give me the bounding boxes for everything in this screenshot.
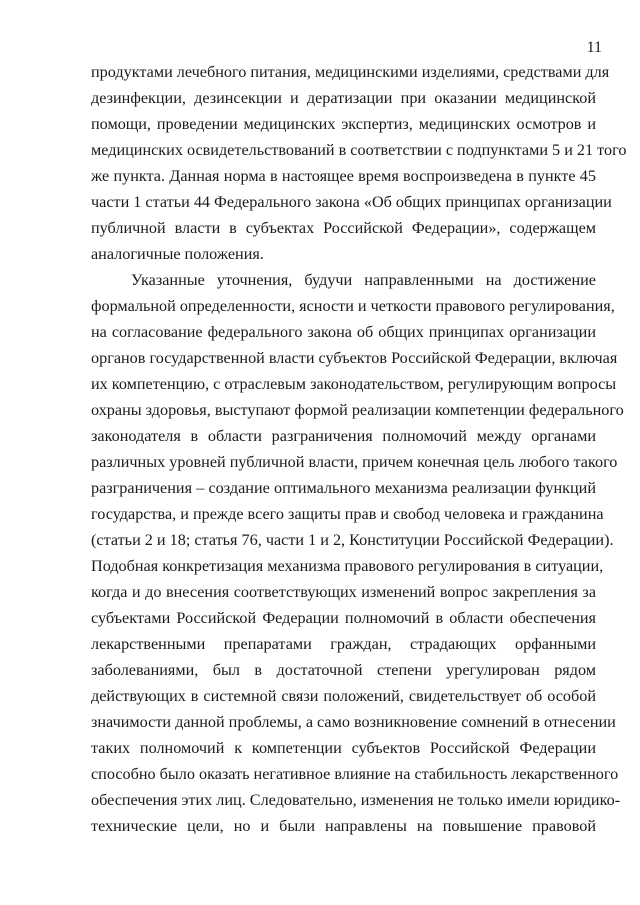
text-line: аналогичные положения. (91, 245, 264, 263)
text-line: помощи, проведении медицинских экспертиз, медицинских осмотров и (91, 115, 596, 133)
text-line: части 1 статьи 44 Федерального закона «Об общих принципах организации (91, 193, 612, 211)
text-line: заболеваниями, был в достаточной степени урегулирован рядом (91, 661, 596, 679)
text-line: медицинских освидетельствований в соответствии с подпунктами 5 и 21 того (91, 141, 627, 159)
text-line: лекарственными препаратами граждан, страдающих орфанными (91, 635, 596, 653)
text-line: субъектами Российской Федерации полномочий в области обеспечения (91, 609, 596, 627)
text-line: технические цели, но и были направлены на повышение правовой (91, 817, 596, 835)
text-line: законодателя в области разграничения полномочий между органами (91, 427, 596, 445)
text-line: действующих в системной связи положений, свидетельствует об особой (91, 687, 596, 705)
paragraph-first-line: Указанные уточнения, будучи направленными на достижение (131, 271, 596, 289)
text-line: значимости данной проблемы, а само возникновение сомнений в отнесении (91, 713, 616, 731)
text-line: способно было оказать негативное влияние на стабильность лекарственного (91, 765, 619, 783)
text-line: публичной власти в субъектах Российской Федерации», содержащем (91, 219, 596, 237)
text-line: органов государственной власти субъектов Российской Федерации, включая (91, 349, 618, 367)
text-line: обеспечения этих лиц. Следовательно, изменения не только имели юридико- (91, 791, 621, 809)
text-line: государства, и прежде всего защиты прав и свобод человека и гражданина (91, 505, 604, 523)
text-line: различных уровней публичной власти, причем конечная цель любого такого (91, 453, 618, 471)
text-line: на согласование федерального закона об общих принципах организации (91, 323, 596, 341)
text-line: формальной определенности, ясности и четкости правового регулирования, (91, 297, 615, 315)
text-line: их компетенцию, с отраслевым законодательством, регулирующим вопросы (91, 375, 617, 393)
text-line: таких полномочий к компетенции субъектов Российской Федерации (91, 739, 596, 757)
text-line: дезинфекции, дезинсекции и дератизации при оказании медицинской (91, 89, 596, 107)
page-number: 11 (586, 39, 602, 56)
text-line: (статьи 2 и 18; статья 76, части 1 и 2, Конституции Российской Федерации). (91, 531, 614, 549)
text-line: когда и до внесения соответствующих изменений вопрос закрепления за (91, 583, 596, 601)
text-line: продуктами лечебного питания, медицинскими изделиями, средствами для (91, 63, 610, 81)
text-line: охраны здоровья, выступают формой реализации компетенции федерального (91, 401, 624, 419)
text-line: разграничения – создание оптимального механизма реализации функций (91, 479, 596, 497)
text-line: же пункта. Данная норма в настоящее время воспроизведена в пункте 45 (91, 167, 596, 185)
text-line: Подобная конкретизация механизма правового регулирования в ситуации, (91, 557, 604, 575)
